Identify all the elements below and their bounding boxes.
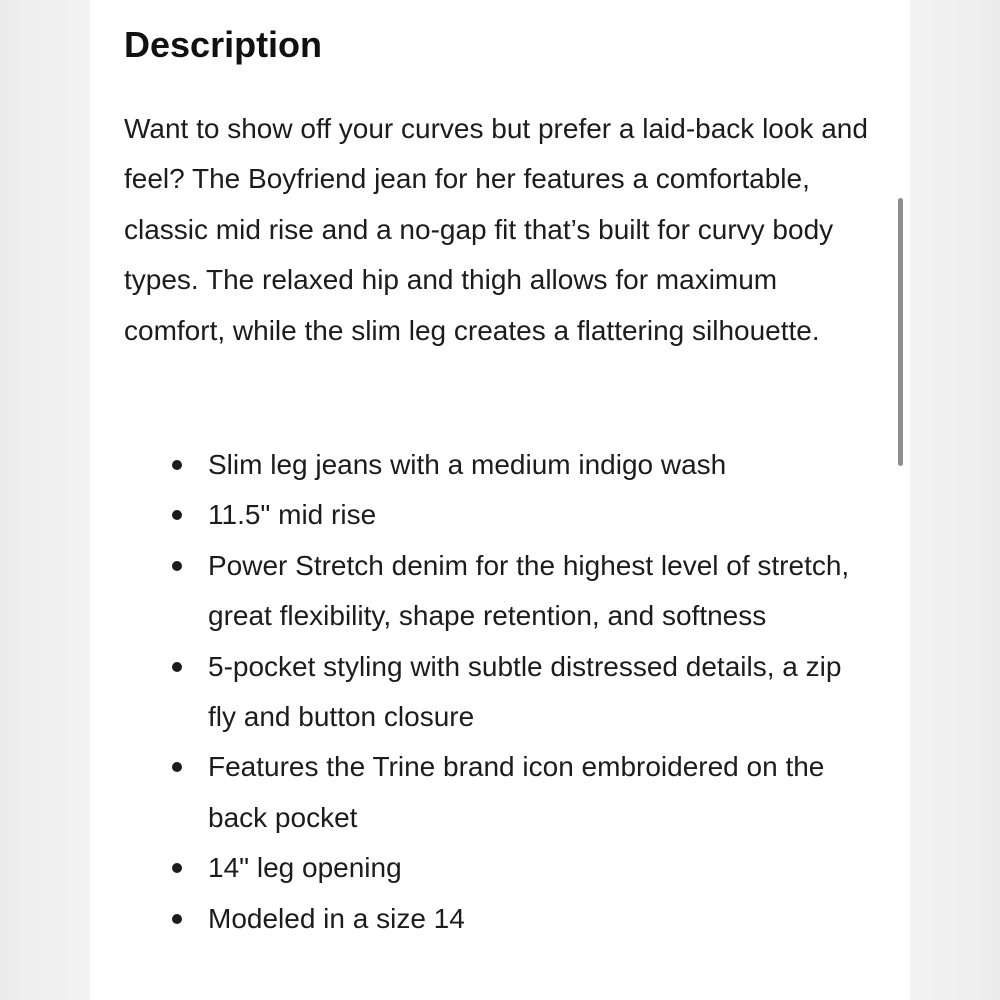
list-item-text: Modeled in a size 14 xyxy=(208,902,465,934)
bullet-icon xyxy=(172,510,182,520)
list-item xyxy=(124,440,874,490)
list-item xyxy=(124,742,874,843)
bullet-icon xyxy=(172,662,182,672)
feature-list xyxy=(124,440,874,944)
list-item xyxy=(124,642,874,743)
list-item-text: Features the Trine brand icon embroidered on the back pocket xyxy=(208,751,825,833)
description-panel xyxy=(90,0,910,1000)
list-item xyxy=(124,541,874,642)
list-item xyxy=(124,843,874,893)
list-item xyxy=(124,490,874,540)
bullet-icon xyxy=(172,561,182,571)
bullet-icon xyxy=(172,914,182,924)
description-heading: Description xyxy=(124,24,323,65)
list-item-text: 11.5" mid rise xyxy=(208,499,377,531)
bullet-icon xyxy=(172,863,182,873)
scrollbar-thumb[interactable] xyxy=(898,198,903,466)
bullet-icon xyxy=(172,762,182,772)
bullet-icon xyxy=(172,460,182,470)
list-item xyxy=(124,894,874,944)
list-item-text: 14" leg opening xyxy=(208,852,402,884)
list-item-text: Slim leg jeans with a medium indigo wash xyxy=(208,449,727,480)
list-item-text: 5-pocket styling with subtle distressed details, a zip fly and button closure xyxy=(208,650,842,733)
description-paragraph: Want to show off your curves but prefer a laid-back look and feel? The Boyfriend jean for her features a comfortable, classic mid rise and a no-gap fit that’s built for curvy body types. The relaxed hip and thigh allows for maximum comfort, while the slim leg creates a flattering silhouette. xyxy=(124,113,868,346)
list-item-text: Power Stretch denim for the highest level of stretch, great flexibility, shape retention, and softness xyxy=(208,549,850,632)
